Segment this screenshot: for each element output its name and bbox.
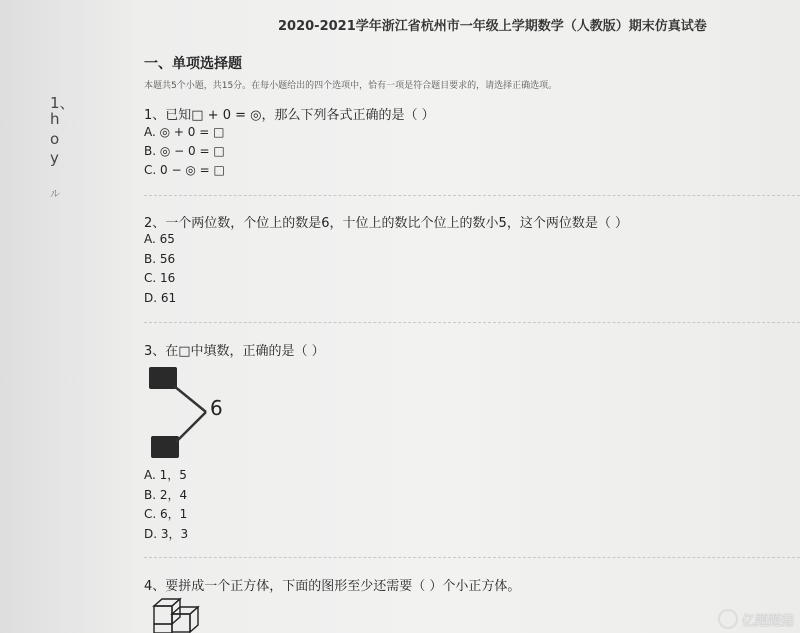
question-3-option-c: C. 6，1 [144,507,188,521]
section-title: 一、单项选择题 [144,56,242,72]
question-2-option-c: C. 16 [144,271,176,285]
question-3-option-a: A. 1，5 [144,468,187,482]
question-1-option-c: C. 0 − ◎ = □ [144,163,225,177]
question-2-option-d: D. 61 [144,291,177,305]
edge-fragment: ル [50,189,60,200]
decomposition-number: 6 [210,396,223,420]
cube-stack-figure [148,596,212,633]
question-2-stem: 2、一个两位数，个位上的数是6，十位上的数比个位上的数小5，这个两位数是（ ） [144,216,628,231]
exam-title: 2020-2021学年浙江省杭州市一年级上学期数学（人教版）期末仿真试卷 [278,19,707,34]
question-4-stem: 4、要拼成一个正方体，下面的图形至少还需要（ ）个小正方体。 [144,579,521,594]
question-divider [144,195,800,196]
question-divider [144,557,800,558]
question-3-option-d: D. 3，3 [144,527,189,541]
question-1-option-a: A. ◎ + 0 = □ [144,125,225,139]
edge-fragment: o [50,130,60,148]
question-1-stem: 1、已知□ + 0 = ◎，那么下列各式正确的是（ ） [144,108,435,123]
edge-fragment: y [50,149,59,167]
question-1-option-b: B. ◎ − 0 = □ [144,144,225,158]
logo-text: 亿题题菇 [741,613,794,629]
question-3-option-b: B. 2，4 [144,488,188,502]
question-2-option-a: A. 65 [144,232,175,246]
edge-fragment: h [50,110,60,128]
decomposition-lines [170,380,210,450]
watermark-logo [718,609,794,629]
logo-icon [718,609,738,629]
question-3-stem: 3、在□中填数，正确的是（ ） [144,344,325,359]
question-divider [144,322,800,323]
edge-fragment: 1、 [50,94,75,112]
section-instruction: 本题共5个小题，共15分。在每小题给出的四个选项中，恰有一项是符合题目要求的，请选择正确选项。 [144,81,558,91]
question-2-option-b: B. 56 [144,252,176,266]
